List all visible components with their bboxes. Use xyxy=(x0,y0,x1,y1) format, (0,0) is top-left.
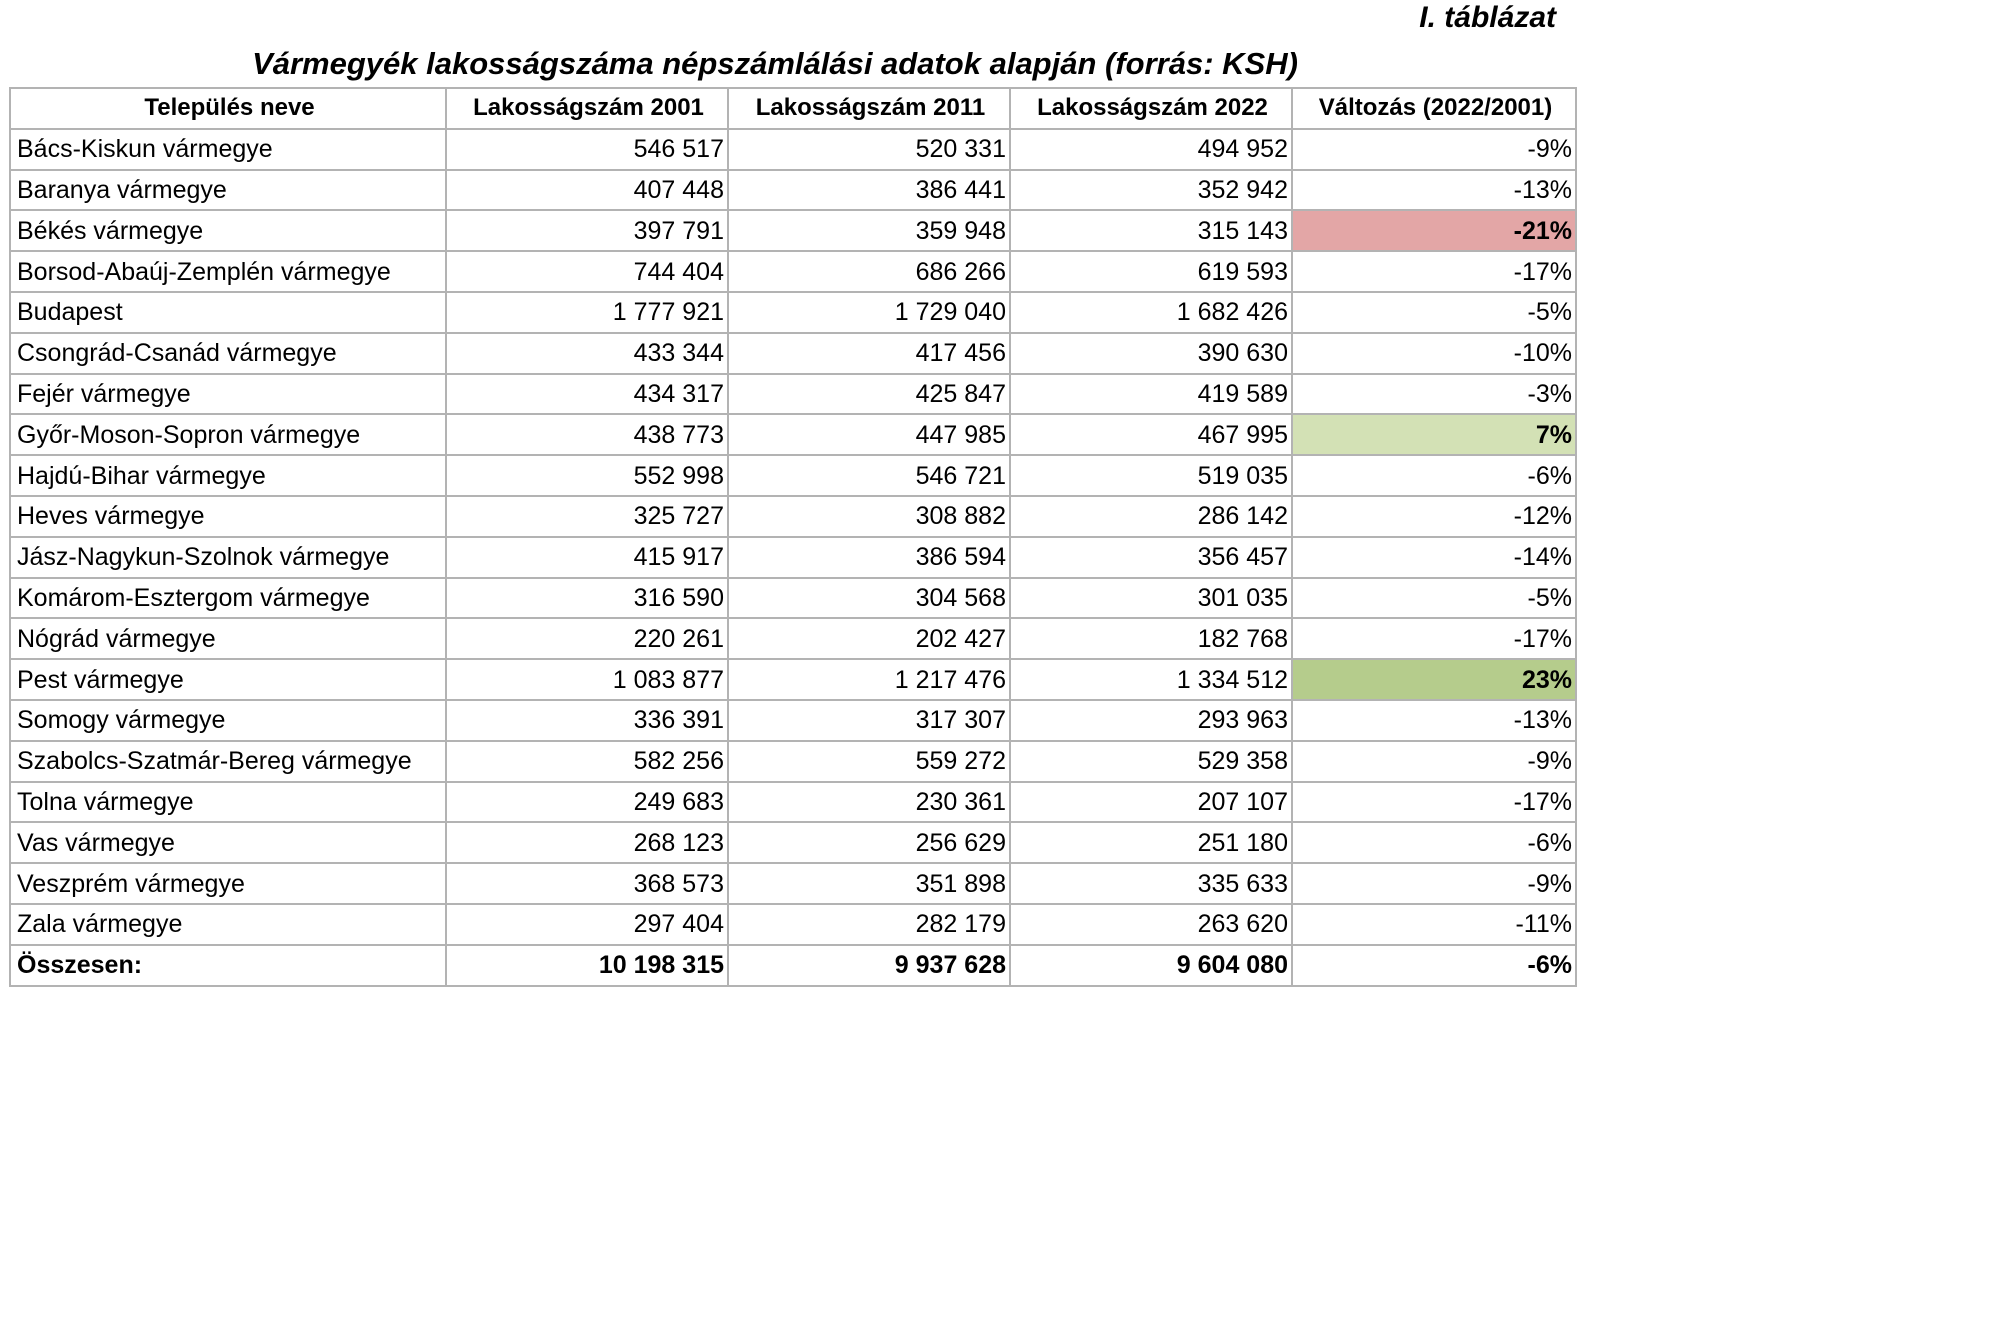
table-row xyxy=(10,170,1576,211)
county-name-cell: Pest vármegye xyxy=(10,659,446,700)
change-cell: 23% xyxy=(1292,659,1576,700)
population-2022-cell: 293 963 xyxy=(1010,700,1292,741)
total-label: Összesen: xyxy=(10,945,446,986)
population-2022-cell: 1 682 426 xyxy=(1010,292,1292,333)
population-2001-cell: 336 391 xyxy=(446,700,728,741)
change-cell: -17% xyxy=(1292,618,1576,659)
population-2022-cell: 519 035 xyxy=(1010,455,1292,496)
change-cell: -5% xyxy=(1292,578,1576,619)
population-2001-cell: 415 917 xyxy=(446,537,728,578)
table-row xyxy=(10,129,1576,170)
population-2011-cell: 386 441 xyxy=(728,170,1010,211)
population-2001-cell: 316 590 xyxy=(446,578,728,619)
population-2011-cell: 351 898 xyxy=(728,863,1010,904)
population-2022-cell: 1 334 512 xyxy=(1010,659,1292,700)
county-name-cell: Heves vármegye xyxy=(10,496,446,537)
population-2022-cell: 419 589 xyxy=(1010,374,1292,415)
population-2001-cell: 433 344 xyxy=(446,333,728,374)
population-2022-cell: 301 035 xyxy=(1010,578,1292,619)
change-cell: -6% xyxy=(1292,822,1576,863)
population-2022-cell: 390 630 xyxy=(1010,333,1292,374)
table-row xyxy=(10,782,1576,823)
table-row xyxy=(10,863,1576,904)
population-2001-cell: 582 256 xyxy=(446,741,728,782)
table-row xyxy=(10,904,1576,945)
total-change: -6% xyxy=(1292,945,1576,986)
total-2011: 9 937 628 xyxy=(728,945,1010,986)
county-name-cell: Csongrád-Csanád vármegye xyxy=(10,333,446,374)
table-row xyxy=(10,414,1576,455)
table-row xyxy=(10,251,1576,292)
population-2001-cell: 744 404 xyxy=(446,251,728,292)
change-cell: -9% xyxy=(1292,741,1576,782)
population-2022-cell: 286 142 xyxy=(1010,496,1292,537)
header-row xyxy=(10,88,1576,129)
county-name-cell: Jász-Nagykun-Szolnok vármegye xyxy=(10,537,446,578)
change-cell: 7% xyxy=(1292,414,1576,455)
county-name-cell: Budapest xyxy=(10,292,446,333)
population-2011-cell: 417 456 xyxy=(728,333,1010,374)
total-row xyxy=(10,945,1576,986)
population-2022-cell: 335 633 xyxy=(1010,863,1292,904)
county-name-cell: Hajdú-Bihar vármegye xyxy=(10,455,446,496)
population-2022-cell: 467 995 xyxy=(1010,414,1292,455)
population-2011-cell: 304 568 xyxy=(728,578,1010,619)
population-2001-cell: 368 573 xyxy=(446,863,728,904)
table-row xyxy=(10,537,1576,578)
population-2011-cell: 1 729 040 xyxy=(728,292,1010,333)
population-2022-cell: 182 768 xyxy=(1010,618,1292,659)
population-2001-cell: 268 123 xyxy=(446,822,728,863)
population-2001-cell: 297 404 xyxy=(446,904,728,945)
table-row xyxy=(10,700,1576,741)
change-cell: -11% xyxy=(1292,904,1576,945)
population-2011-cell: 447 985 xyxy=(728,414,1010,455)
change-cell: -3% xyxy=(1292,374,1576,415)
change-cell: -13% xyxy=(1292,170,1576,211)
change-cell: -12% xyxy=(1292,496,1576,537)
population-2001-cell: 407 448 xyxy=(446,170,728,211)
change-cell: -6% xyxy=(1292,455,1576,496)
change-cell: -17% xyxy=(1292,251,1576,292)
county-name-cell: Békés vármegye xyxy=(10,210,446,251)
county-name-cell: Bács-Kiskun vármegye xyxy=(10,129,446,170)
population-2011-cell: 230 361 xyxy=(728,782,1010,823)
population-2011-cell: 317 307 xyxy=(728,700,1010,741)
change-cell: -9% xyxy=(1292,863,1576,904)
population-2001-cell: 552 998 xyxy=(446,455,728,496)
county-name-cell: Baranya vármegye xyxy=(10,170,446,211)
county-name-cell: Szabolcs-Szatmár-Bereg vármegye xyxy=(10,741,446,782)
county-name-cell: Veszprém vármegye xyxy=(10,863,446,904)
population-2011-cell: 256 629 xyxy=(728,822,1010,863)
table-row xyxy=(10,659,1576,700)
population-2001-cell: 397 791 xyxy=(446,210,728,251)
population-2011-cell: 546 721 xyxy=(728,455,1010,496)
county-name-cell: Somogy vármegye xyxy=(10,700,446,741)
table-row xyxy=(10,618,1576,659)
county-name-cell: Fejér vármegye xyxy=(10,374,446,415)
column-header-2011: Lakosságszám 2011 xyxy=(728,88,1010,129)
population-2011-cell: 425 847 xyxy=(728,374,1010,415)
table-row xyxy=(10,822,1576,863)
column-header-name: Település neve xyxy=(10,88,446,129)
population-2001-cell: 1 083 877 xyxy=(446,659,728,700)
table-row xyxy=(10,455,1576,496)
population-2001-cell: 438 773 xyxy=(446,414,728,455)
population-2022-cell: 251 180 xyxy=(1010,822,1292,863)
column-header-change: Változás (2022/2001) xyxy=(1292,88,1576,129)
change-cell: -17% xyxy=(1292,782,1576,823)
table-row xyxy=(10,333,1576,374)
county-name-cell: Nógrád vármegye xyxy=(10,618,446,659)
county-name-cell: Győr-Moson-Sopron vármegye xyxy=(10,414,446,455)
table-body xyxy=(10,129,1576,945)
table-row xyxy=(10,292,1576,333)
change-cell: -21% xyxy=(1292,210,1576,251)
table-row xyxy=(10,374,1576,415)
total-2022: 9 604 080 xyxy=(1010,945,1292,986)
change-cell: -13% xyxy=(1292,700,1576,741)
population-2022-cell: 356 457 xyxy=(1010,537,1292,578)
table-row xyxy=(10,741,1576,782)
population-2022-cell: 494 952 xyxy=(1010,129,1292,170)
population-table xyxy=(9,87,1577,987)
population-2011-cell: 686 266 xyxy=(728,251,1010,292)
population-2001-cell: 220 261 xyxy=(446,618,728,659)
county-name-cell: Vas vármegye xyxy=(10,822,446,863)
population-2011-cell: 308 882 xyxy=(728,496,1010,537)
population-2022-cell: 352 942 xyxy=(1010,170,1292,211)
population-2001-cell: 546 517 xyxy=(446,129,728,170)
table-title: Vármegyék lakosságszáma népszámlálási adatok alapján (forrás: KSH) xyxy=(252,46,1298,81)
population-2011-cell: 1 217 476 xyxy=(728,659,1010,700)
change-cell: -10% xyxy=(1292,333,1576,374)
table-row xyxy=(10,210,1576,251)
population-2011-cell: 202 427 xyxy=(728,618,1010,659)
total-2001: 10 198 315 xyxy=(446,945,728,986)
population-2022-cell: 619 593 xyxy=(1010,251,1292,292)
population-2011-cell: 386 594 xyxy=(728,537,1010,578)
population-2001-cell: 249 683 xyxy=(446,782,728,823)
county-name-cell: Zala vármegye xyxy=(10,904,446,945)
population-2011-cell: 359 948 xyxy=(728,210,1010,251)
column-header-2001: Lakosságszám 2001 xyxy=(446,88,728,129)
change-cell: -9% xyxy=(1292,129,1576,170)
population-2001-cell: 1 777 921 xyxy=(446,292,728,333)
population-2022-cell: 529 358 xyxy=(1010,741,1292,782)
population-2001-cell: 434 317 xyxy=(446,374,728,415)
county-name-cell: Komárom-Esztergom vármegye xyxy=(10,578,446,619)
population-2022-cell: 315 143 xyxy=(1010,210,1292,251)
table-row xyxy=(10,496,1576,537)
county-name-cell: Borsod-Abaúj-Zemplén vármegye xyxy=(10,251,446,292)
column-header-2022: Lakosságszám 2022 xyxy=(1010,88,1292,129)
table-row xyxy=(10,578,1576,619)
county-name-cell: Tolna vármegye xyxy=(10,782,446,823)
population-2001-cell: 325 727 xyxy=(446,496,728,537)
population-2022-cell: 207 107 xyxy=(1010,782,1292,823)
population-2011-cell: 559 272 xyxy=(728,741,1010,782)
change-cell: -5% xyxy=(1292,292,1576,333)
population-2011-cell: 282 179 xyxy=(728,904,1010,945)
table-number-label: I. táblázat xyxy=(1419,1,1556,34)
population-2022-cell: 263 620 xyxy=(1010,904,1292,945)
change-cell: -14% xyxy=(1292,537,1576,578)
population-2011-cell: 520 331 xyxy=(728,129,1010,170)
